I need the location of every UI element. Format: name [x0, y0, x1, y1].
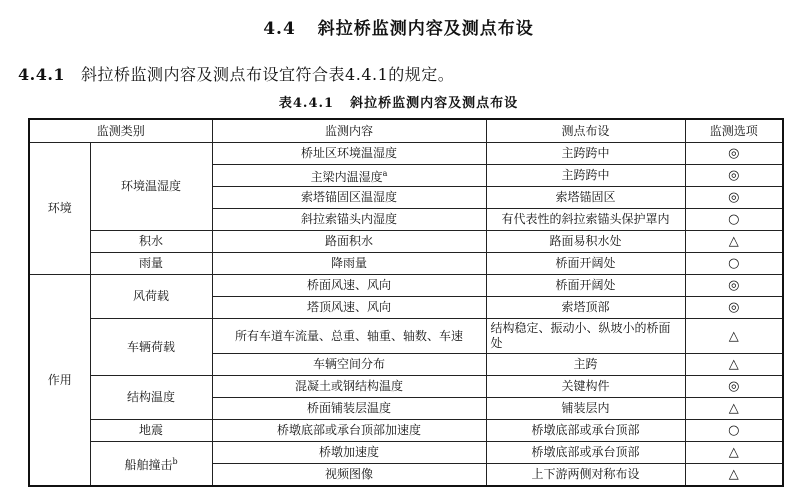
subcategory-temp-humidity: 环境温湿度 [90, 143, 212, 231]
cell-option: △ [685, 464, 783, 487]
cell-content [212, 165, 486, 187]
table-row [29, 376, 783, 398]
cell-option: △ [685, 354, 783, 376]
cell-points: 铺装层内 [486, 398, 685, 420]
footnote-marker: a [382, 169, 388, 178]
cell-content: 桥墩加速度 [212, 442, 486, 464]
cell-option: △ [685, 231, 783, 253]
cell-option: △ [685, 442, 783, 464]
cell-points: 索塔顶部 [486, 297, 685, 319]
table-row [29, 253, 783, 275]
cell-points: 关键构件 [486, 376, 685, 398]
cell-option: △ [685, 398, 783, 420]
cell-content: 斜拉索锚头内湿度 [212, 209, 486, 231]
cell-points: 路面易积水处 [486, 231, 685, 253]
table-row [29, 231, 783, 253]
subcategory-ship [90, 442, 212, 487]
subcategory-rain: 雨量 [90, 253, 212, 275]
cell-content: 桥墩底部或承台顶部加速度 [212, 420, 486, 442]
table-caption-title: 斜拉桥监测内容及测点布设 [350, 96, 519, 111]
section-title [0, 14, 797, 39]
category-environment: 环境 [29, 143, 90, 275]
cell-content: 索塔锚固区温湿度 [212, 187, 486, 209]
cell-points: 主跨跨中 [486, 143, 685, 165]
header-content: 监测内容 [212, 119, 486, 143]
cell-points: 索塔锚固区 [486, 187, 685, 209]
cell-option: ◎ [685, 275, 783, 297]
cell-option: ◎ [685, 187, 783, 209]
footnote-marker: b [172, 457, 178, 466]
cell-content: 桥址区环境温湿度 [212, 143, 486, 165]
table-caption-number: 表4.4.1 [278, 96, 335, 111]
section-title-text: 斜拉桥监测内容及测点布设 [317, 19, 534, 39]
cell-content: 视频图像 [212, 464, 486, 487]
subcategory-vehicle: 车辆荷载 [90, 319, 212, 376]
monitoring-table [28, 118, 784, 487]
cell-content: 混凝土或钢结构温度 [212, 376, 486, 398]
cell-points: 桥墩底部或承台顶部 [486, 442, 685, 464]
section-number: 4.4 [263, 19, 296, 39]
table-row [29, 442, 783, 464]
subcategory-wind: 风荷载 [90, 275, 212, 319]
clause-number: 4.4.1 [18, 65, 66, 84]
table-caption [0, 92, 797, 111]
cell-option: ◎ [685, 376, 783, 398]
cell-content: 桥面铺装层温度 [212, 398, 486, 420]
cell-content: 路面积水 [212, 231, 486, 253]
table-header-row [29, 119, 783, 143]
table-row [29, 143, 783, 165]
cell-points: 桥面开阔处 [486, 275, 685, 297]
cell-content: 桥面风速、风向 [212, 275, 486, 297]
cell-option: ◎ [685, 297, 783, 319]
cell-option: ◎ [685, 165, 783, 187]
table-row [29, 420, 783, 442]
header-points: 测点布设 [486, 119, 685, 143]
subcategory-water: 积水 [90, 231, 212, 253]
subcategory-earthquake: 地震 [90, 420, 212, 442]
cell-content: 塔顶风速、风向 [212, 297, 486, 319]
cell-content: 所有车道车流量、总重、轴重、轴数、车速 [212, 319, 486, 354]
cell-content: 降雨量 [212, 253, 486, 275]
table-row [29, 275, 783, 297]
cell-option: ○ [685, 420, 783, 442]
cell-points: 主跨跨中 [486, 165, 685, 187]
cell-points: 桥墩底部或承台顶部 [486, 420, 685, 442]
category-action: 作用 [29, 275, 90, 487]
header-option: 监测选项 [685, 119, 783, 143]
cell-points: 上下游两侧对称布设 [486, 464, 685, 487]
cell-option: ○ [685, 253, 783, 275]
table-row [29, 319, 783, 354]
cell-option: ◎ [685, 143, 783, 165]
cell-option: △ [685, 319, 783, 354]
clause [18, 62, 454, 85]
subcategory-ship-text: 船舶撞击 [124, 458, 173, 472]
cell-points: 桥面开阔处 [486, 253, 685, 275]
cell-points: 主跨 [486, 354, 685, 376]
header-category: 监测类别 [29, 119, 212, 143]
cell-points: 有代表性的斜拉索锚头保护罩内 [486, 209, 685, 231]
clause-text: 斜拉桥监测内容及测点布设宜符合表4.4.1的规定。 [81, 65, 455, 84]
cell-option: ○ [685, 209, 783, 231]
cell-content: 车辆空间分布 [212, 354, 486, 376]
subcategory-struct-temp: 结构温度 [90, 376, 212, 420]
cell-content-text: 主梁内温湿度 [310, 170, 383, 184]
cell-points: 结构稳定、振动小、纵坡小的桥面处 [486, 319, 685, 354]
